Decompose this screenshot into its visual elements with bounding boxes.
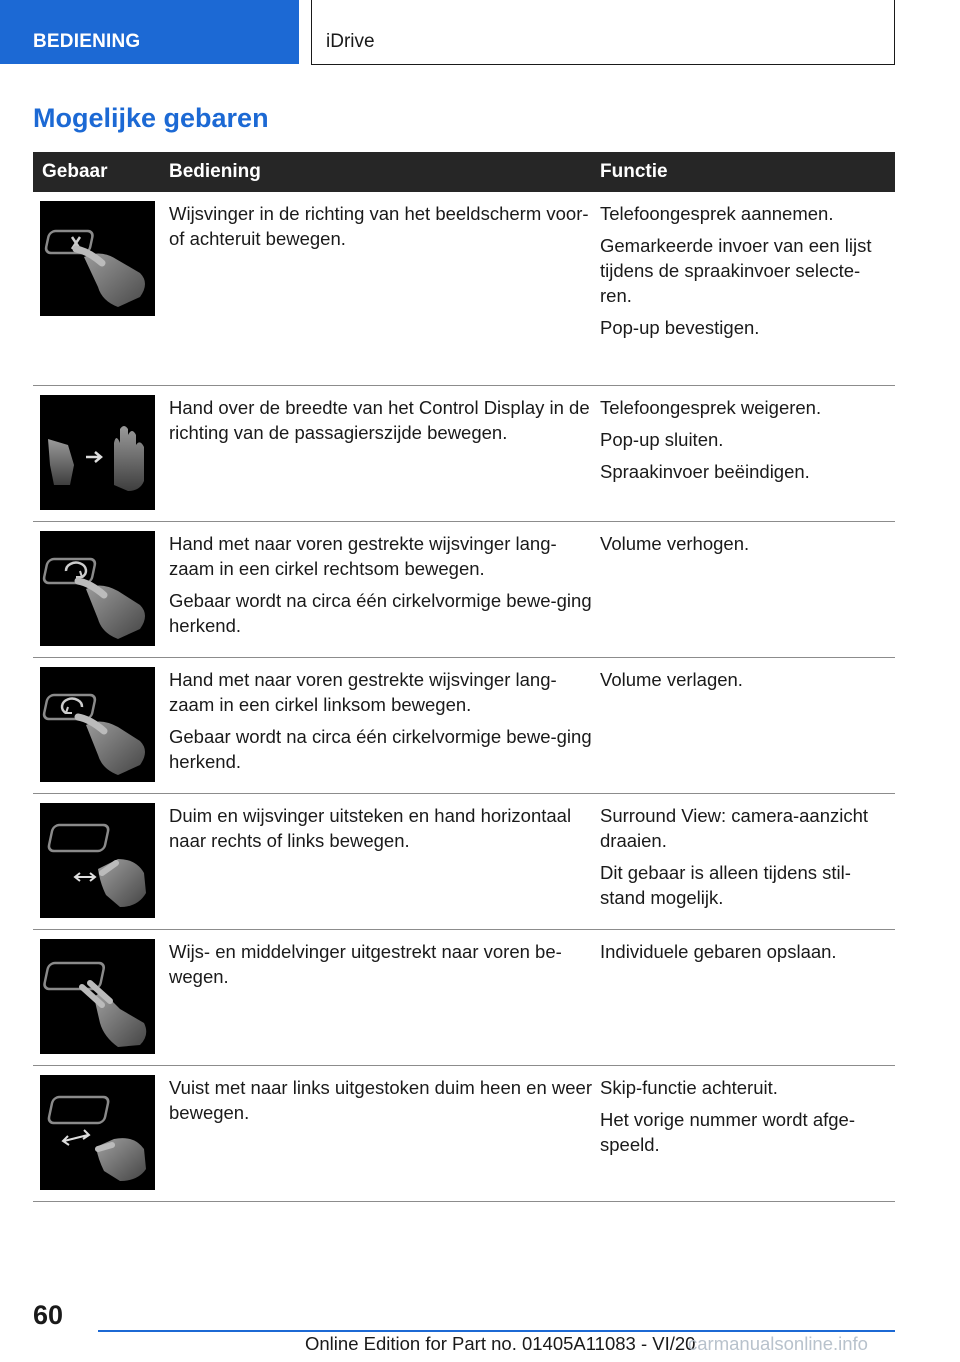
operation-text: Hand met naar voren gestrekte wijsvinger lang-zaam in een cirkel linksom bewegen. <box>169 669 557 715</box>
table-row <box>33 930 895 1066</box>
table-row <box>33 658 895 794</box>
function-text: Individuele gebaren opslaan. <box>600 941 837 962</box>
fist-thumb-back-forth-gesture-icon <box>40 1075 155 1190</box>
circle-clockwise-gesture-icon <box>40 531 155 646</box>
function-text: Volume verlagen. <box>600 669 743 690</box>
header-gesture: Gebaar <box>42 161 108 182</box>
function-text: Telefoongesprek weigeren. <box>600 397 822 418</box>
function-text: Pop-up bevestigen. <box>600 317 760 338</box>
operation-text: Gebaar wordt na circa één cirkelvormige bewe-ging herkend. <box>169 590 592 636</box>
operation-text: Wijs- en middelvinger uitgestrekt naar voren be-wegen. <box>169 941 562 987</box>
gestures-table <box>33 152 895 1202</box>
chapter-tab <box>311 0 895 65</box>
hand-swipe-gesture-icon <box>40 395 155 510</box>
page-number: 60 <box>33 1300 64 1330</box>
section-label: BEDIENING <box>33 31 141 52</box>
operation-text: Gebaar wordt na circa één cirkelvormige bewe-ging herkend. <box>169 726 592 772</box>
operation-text: Hand over de breedte van het Control Display in de richting van de passagierszijde bewegen. <box>169 397 590 443</box>
function-text: Skip-functie achteruit. <box>600 1077 778 1098</box>
footer-divider <box>98 1330 895 1332</box>
table-header <box>33 152 895 192</box>
table-row <box>33 794 895 930</box>
header-function: Functie <box>600 161 668 182</box>
finger-forward-backward-gesture-icon <box>40 201 155 316</box>
function-text: Gemarkeerde invoer van een lijst tijdens de spraakinvoer selecte-ren. <box>600 235 872 306</box>
table-row <box>33 192 895 386</box>
page-title: Mogelijke gebaren <box>33 103 269 133</box>
edition-text: Online Edition for Part no. 01405A11083 - VI/20 <box>305 1333 696 1354</box>
operation-text: Duim en wijsvinger uitsteken en hand horizontaal naar rechts of links bewegen. <box>169 805 572 851</box>
table-row <box>33 522 895 658</box>
header-operation: Bediening <box>169 161 261 182</box>
section-tab <box>0 0 299 64</box>
function-text: Surround View: camera-aanzicht draaien. <box>600 805 869 851</box>
watermark: carmanualsonline.info <box>688 1333 868 1354</box>
function-text: Volume verhogen. <box>600 533 750 554</box>
thumb-finger-horizontal-gesture-icon <box>40 803 155 918</box>
function-text: Spraakinvoer beëindigen. <box>600 461 810 482</box>
circle-counterclockwise-gesture-icon <box>40 667 155 782</box>
operation-text: Vuist met naar links uitgestoken duim heen en weer bewegen. <box>169 1077 592 1123</box>
table-row <box>33 1066 895 1202</box>
operation-text: Wijsvinger in de richting van het beeldscherm voor- of achteruit bewegen. <box>169 203 589 249</box>
function-text: Telefoongesprek aannemen. <box>600 203 834 224</box>
function-text: Het vorige nummer wordt afge-speeld. <box>600 1109 855 1155</box>
operation-text: Hand met naar voren gestrekte wijsvinger lang-zaam in een cirkel rechtsom bewegen. <box>169 533 557 579</box>
table-row <box>33 386 895 522</box>
function-text: Pop-up sluiten. <box>600 429 724 450</box>
function-text: Dit gebaar is alleen tijdens stil-stand mogelijk. <box>600 862 851 908</box>
chapter-label: iDrive <box>326 31 375 52</box>
two-finger-forward-gesture-icon <box>40 939 155 1054</box>
